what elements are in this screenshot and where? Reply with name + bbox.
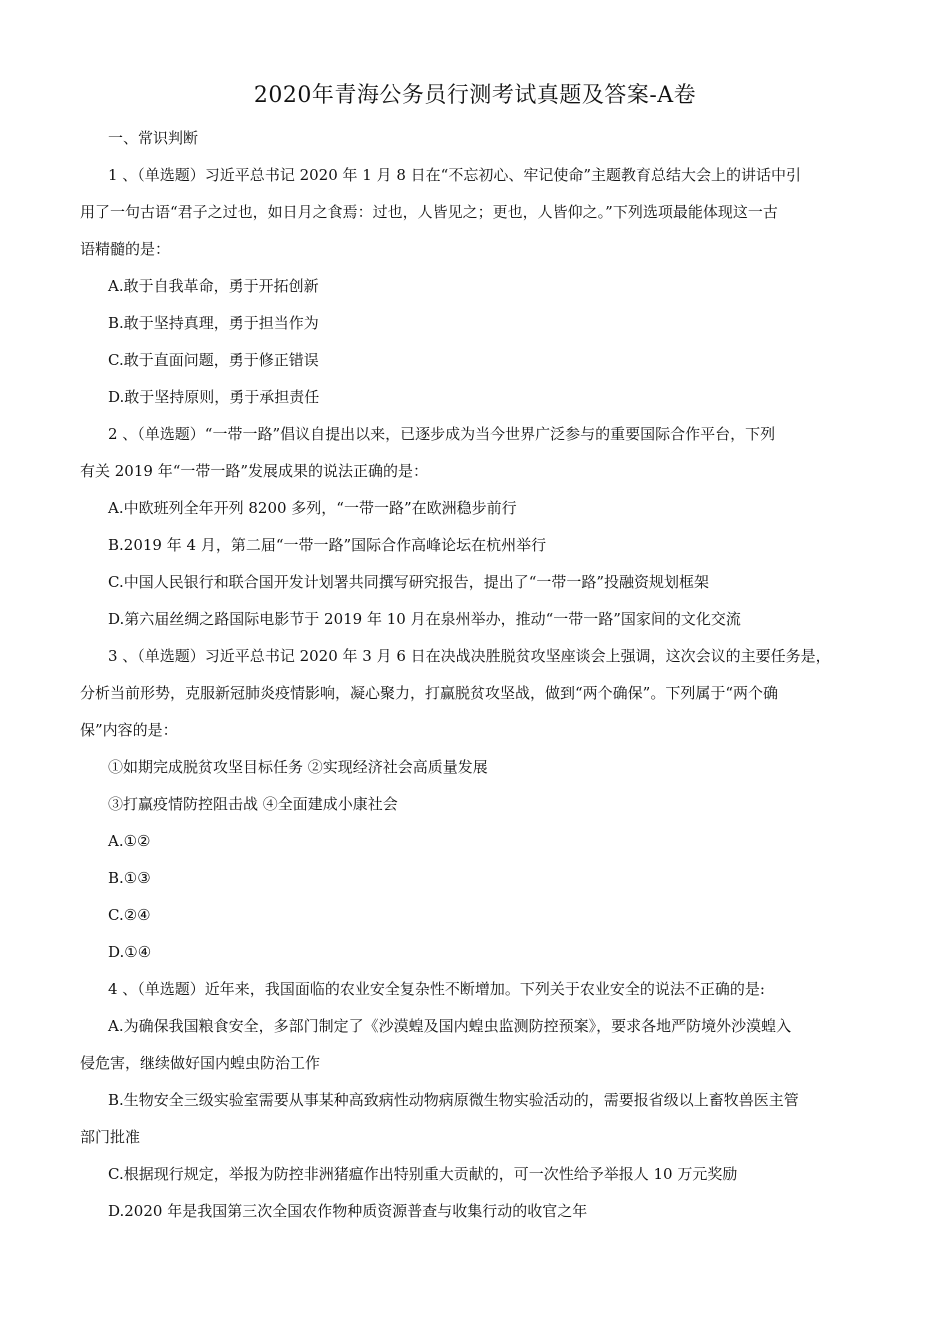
question-2 [80,416,880,638]
option-b: B.生物安全三级实验室需要从事某种高致病性动物病原微生物实验活动的，需要报省级以上畜牧兽医主管 [108,1091,799,1109]
option-b-continued: 部门批准 [80,1128,141,1146]
option-b: B.2019 年 4 月，第二届“一带一路”国际合作高峰论坛在杭州举行 [108,536,547,554]
option-c: C.中国人民银行和联合国开发计划署共同撰写研究报告，提出了“一带一路”投融资规划框架 [108,573,710,591]
option-a: A.敢于自我革命，勇于开拓创新 [108,277,319,295]
question-stem-line: 有关 2019 年“一带一路”发展成果的说法正确的是： [80,462,429,480]
question-stem-line: 用了一句古语“君子之过也，如日月之食焉：过也，人皆见之；更也，人皆仰之。”下列选项最能体现这一古 [80,203,778,221]
option-b: B.敢于坚持真理，勇于担当作为 [108,314,319,332]
question-stem-line: 4 、（单选题）近年来，我国面临的农业安全复杂性不断增加。下列关于农业安全的说法不正确的是: [108,980,765,998]
question-stem-line: 2 、（单选题）“一带一路”倡议自提出以来，已逐步成为当今世界广泛参与的重要国际合作平台，下列 [108,425,776,443]
option-a: A.①② [108,832,151,850]
option-d: D.敢于坚持原则，勇于承担责任 [108,388,320,406]
question-stem-line: 1 、（单选题）习近平总书记 2020 年 1 月 8 日在“不忘初心、牢记使命”主题教育总结大会上的讲话中引 [108,166,802,184]
document-body [80,120,880,1230]
question-3 [80,638,880,971]
option-a: A.中欧班列全年开列 8200 多列，“一带一路”在欧洲稳步前行 [108,499,517,517]
option-c: C.②④ [108,906,151,924]
option-c: C.敢于直面问题，勇于修正错误 [108,351,319,369]
option-b: B.①③ [108,869,151,887]
question-stem-line: 分析当前形势，克服新冠肺炎疫情影响，凝心聚力，打赢脱贫攻坚战，做到“两个确保”。下列属于“两个确 [80,684,779,702]
option-a: A.为确保我国粮食安全，多部门制定了《沙漠蝗及国内蝗虫监测防控预案》，要求各地严防境外沙漠蝗入 [108,1017,792,1035]
option-c: C.根据现行规定，举报为防控非洲猪瘟作出特别重大贡献的，可一次性给予举报人 10 万元奖励 [108,1165,738,1183]
option-d: D.2020 年是我国第三次全国农作物种质资源普查与收集行动的收官之年 [108,1202,588,1220]
question-1 [80,157,880,416]
option-d: D.第六届丝绸之路国际电影节于 2019 年 10 月在泉州举办，推动“一带一路”国家间的文化交流 [108,610,741,628]
statement-list-line: ③打赢疫情防控阻击战 ④全面建成小康社会 [108,795,398,813]
question-stem-line: 3 、（单选题）习近平总书记 2020 年 3 月 6 日在决战决胜脱贫攻坚座谈会上强调，这次会议的主要任务是， [108,647,831,665]
statement-list-line: ①如期完成脱贫攻坚目标任务 ②实现经济社会高质量发展 [108,758,488,776]
document-title: 2020年青海公务员行测考试真题及答案-A卷 [253,83,697,108]
question-stem-line: 语精髓的是： [80,240,171,258]
option-d: D.①④ [108,943,152,961]
section-heading: 一、常识判断 [108,129,199,147]
question-stem-line: 保”内容的是： [80,721,178,739]
question-4 [80,971,880,1230]
option-a-continued: 侵危害，继续做好国内蝗虫防治工作 [80,1054,321,1072]
